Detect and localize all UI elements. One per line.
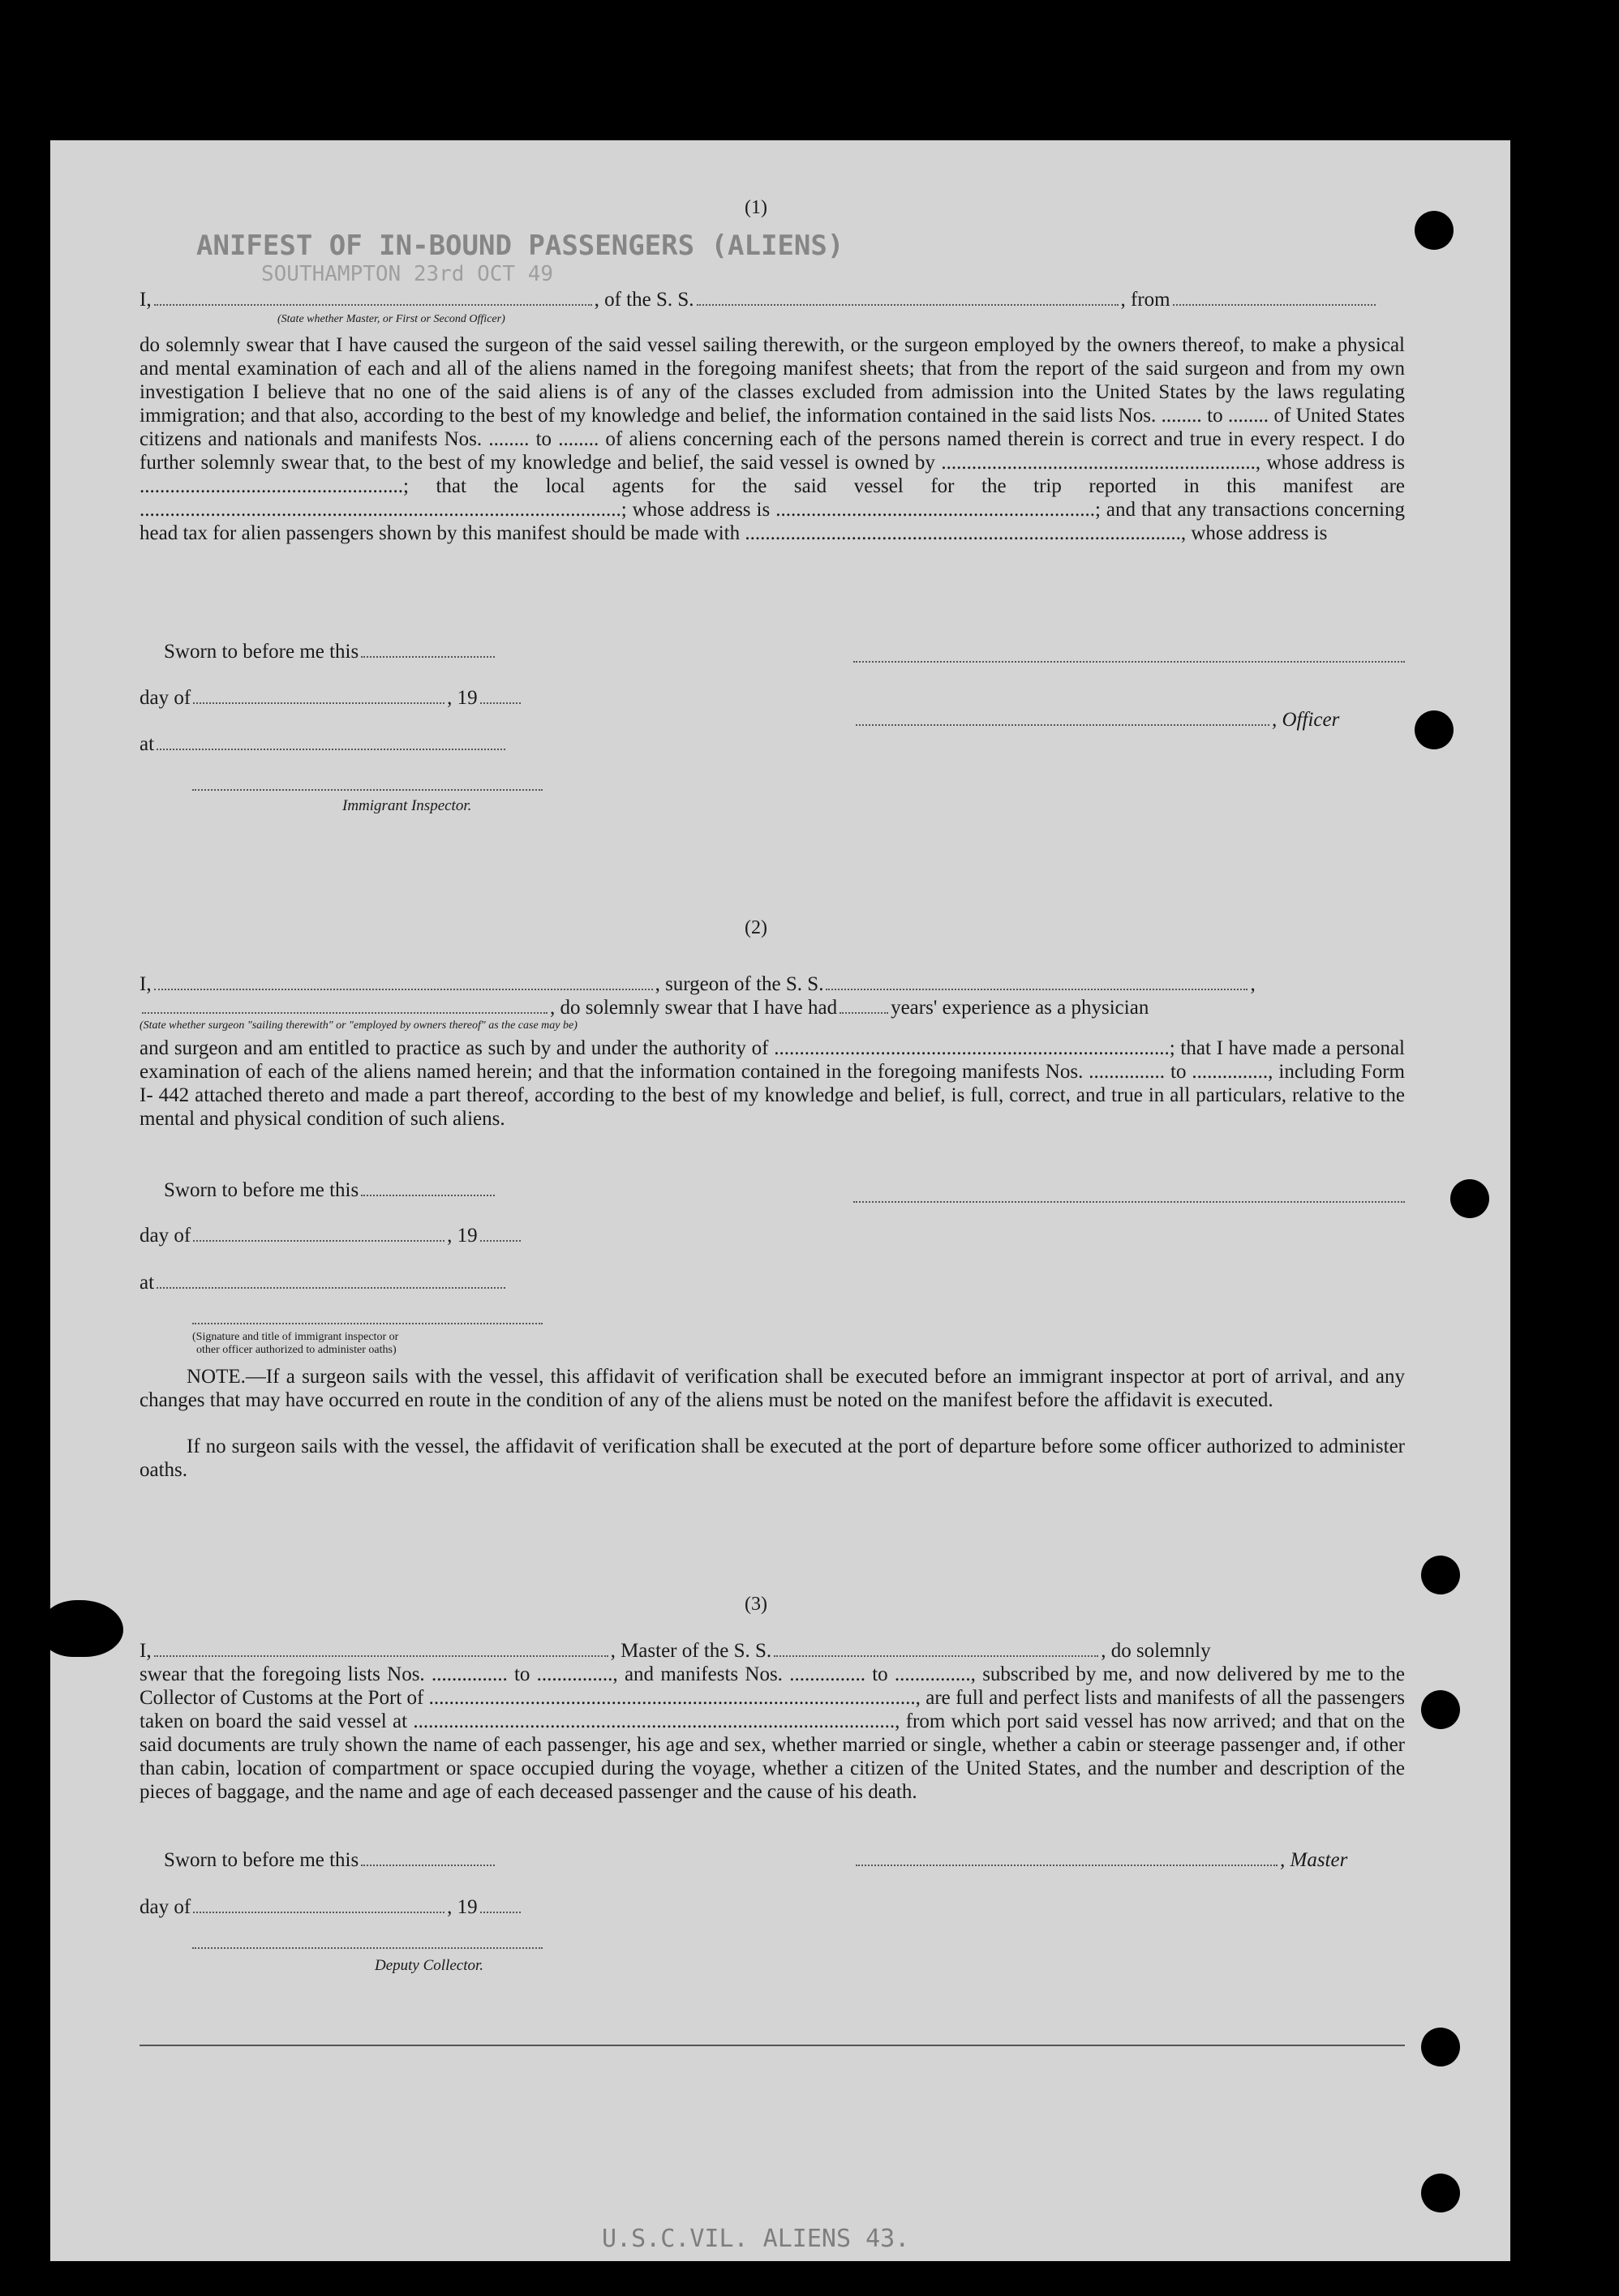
surgeon-signature-line [853, 1185, 1405, 1203]
section-2-number: (2) [745, 917, 767, 938]
officer-label: , Officer [853, 708, 1339, 732]
section-2-day: day of , 19 [140, 1224, 523, 1247]
section-1-i: I, [140, 289, 152, 311]
collector-signature-line [192, 1931, 543, 1949]
punch-hole-6 [1421, 2028, 1460, 2066]
punch-hole-2 [1415, 710, 1454, 749]
inspector-caption: Immigrant Inspector. [342, 797, 472, 814]
section-2-sig-caption-1: (Signature and title of immigrant inspector or [192, 1331, 399, 1343]
bottom-rule [140, 2045, 1405, 2046]
section-3-body: swear that the foregoing lists Nos. ............... to ..............., and manifests Nos. ............... to ..............., subscribed by me, and now delivered by me to the Collector of Customs at the Port of ................................................................................................, are full and perfect lists and manifests of all the passengers taken on board the said vessel at ..............................................................................................., from which port said vessel has now arrived; and that on the said documents are truly shown the name of each passenger, his age and sex, whether married or single, whether a cabin or steerage passenger and, if other than cabin, location of compartment or space occupied during the voyage, whether a citizen of the United States, and the number and description of the pieces of baggage, and the name and age of each deceased passenger and the cause of his death. [140, 1663, 1405, 1803]
section-2-inspector-line [192, 1307, 543, 1324]
section-1-body: do solemnly swear that I have caused the surgeon of the said vessel sailing therewith, or the surgeon employed by the owners thereof, to make a physical and mental examination of each and all of the aliens named in the foregoing manifest sheets; that from the report of the said surgeon and from my own investigation I believe that no one of the said aliens is of any of the classes excluded from admission into the United States by the laws regulating immigration; and that also, according to the best of my knowledge and belief, the information contained in the said lists Nos. ........ to ........ of United States citizens and nationals and manifests Nos. ........ to ........ of aliens concerning each of the persons named therein is correct and true in every respect. I do further solemnly swear that, to the best of my knowledge and belief, the said vessel is owned by .............................................................., whose address is ....................................................; that the local agents for the said vessel for the trip reported in this manifest are ...............................................................................................; whose address is ...............................................................; and that any transactions concerning head tax for alien passengers shown by this manifest should be made with ......................................................................................, whose address is [140, 334, 1405, 544]
section-2-sworn: Sworn to before me this [164, 1178, 497, 1202]
bleed-through-footer: U.S.C.VIL. ALIENS 43. [602, 2225, 910, 2253]
section-2-note-2: If no surgeon sails with the vessel, the affidavit of verification shall be executed at the port of departure before some officer authorized to administer oaths. [140, 1436, 1405, 1481]
section-1-sworn: Sworn to before me this [164, 640, 497, 663]
section-1-from: , from [1120, 289, 1170, 311]
master-label: , Master [853, 1848, 1347, 1872]
section-1-day: day of , 19 [140, 686, 523, 710]
section-2-at: at [140, 1271, 508, 1294]
section-2-line2: , do solemnly swear that I have had years' experience as a physician [140, 996, 1149, 1019]
officer-signature-line [853, 645, 1405, 663]
section-3-line1: I, , Master of the S. S. , do solemnly [140, 1640, 1211, 1662]
punch-hole-1 [1415, 211, 1454, 250]
section-1-line [140, 288, 1378, 311]
torn-edge [42, 1600, 123, 1657]
section-2-sig-caption-2: other officer authorized to administer oaths) [196, 1344, 397, 1356]
section-2-note: NOTE.—If a surgeon sails with the vessel, this affidavit of verification shall be executed before an immigrant inspector at port of arrival, and any changes that may have occurred en route in the condition of any of the aliens must be noted on the manifest before the affidavit is executed. [140, 1366, 1405, 1411]
section-1-number: (1) [745, 197, 767, 218]
section-1-of-ss: , of the S. S. [594, 289, 694, 311]
punch-hole-4 [1421, 1556, 1460, 1594]
section-1-at: at [140, 732, 508, 756]
section-3-day: day of , 19 [140, 1895, 523, 1919]
bleed-through-subtitle: SOUTHAMPTON 23rd OCT 49 [261, 262, 554, 286]
punch-hole-5 [1421, 1690, 1460, 1729]
section-3-sworn: Sworn to before me this [164, 1848, 497, 1872]
section-2-body: and surgeon and am entitled to practice as such by and under the authority of ..............................................................................; that I have made a personal examination of each of the aliens named herein; and that the information contained in the foregoing manifests Nos. ............... to ..............., including Form I- 442 attached thereto and made a part thereof, according to the best of my knowledge and belief, is full, correct, and true in all particulars, relative to the mental and physical condition of such aliens. [140, 1037, 1405, 1130]
manifest-page [50, 140, 1510, 2261]
section-2-caption: (State whether surgeon "sailing therewith" or "employed by owners thereof" as the case may be) [140, 1019, 578, 1032]
bleed-through-title: ANIFEST OF IN-BOUND PASSENGERS (ALIENS) [196, 230, 844, 262]
collector-caption: Deputy Collector. [375, 1957, 484, 1974]
punch-hole-3 [1450, 1179, 1489, 1218]
section-2-line1: I, , surgeon of the S. S. , [140, 973, 1256, 995]
section-3-number: (3) [745, 1594, 767, 1615]
inspector-signature-line [192, 773, 543, 791]
section-1-caption: (State whether Master, or First or Second Officer) [277, 313, 505, 325]
punch-hole-7 [1421, 2174, 1460, 2212]
